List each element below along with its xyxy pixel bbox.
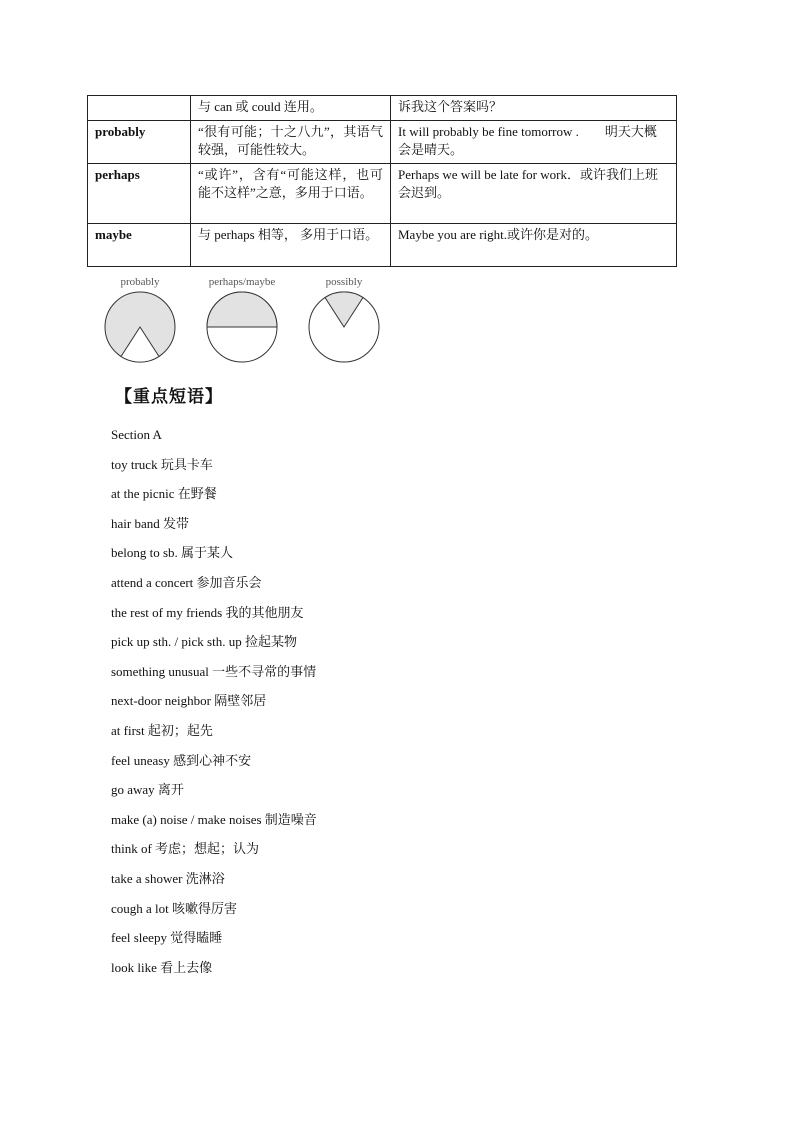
perhaps-maybe-pie-shaded-half xyxy=(207,292,277,327)
table-row xyxy=(88,224,677,267)
word-cell xyxy=(88,96,191,121)
list-item: Section A xyxy=(111,427,162,442)
list-item: pick up sth. / pick sth. up 捡起某物 xyxy=(111,634,297,650)
list-item: feel sleepy 觉得瞌睡 xyxy=(111,930,223,946)
meaning-cell: “或许”，含有“可能这样，也可能不这样”之意，多用于口语。 xyxy=(191,164,391,224)
list-item: something unusual 一些不寻常的事情 xyxy=(111,663,317,679)
list-item: at first 起初；起先 xyxy=(111,722,213,738)
word-cell: maybe xyxy=(88,224,191,267)
list-item: think of 考虑；想起；认为 xyxy=(111,841,260,857)
example-cell: It will probably be fine tomorrow . 明天大概会是晴天。 xyxy=(391,121,677,164)
list-item: the rest of my friends 我的其他朋友 xyxy=(111,604,304,620)
section-title: 【重点短语】 xyxy=(115,387,223,407)
list-item: at the picnic 在野餐 xyxy=(111,486,217,502)
phrase-list xyxy=(111,425,317,987)
pie-label-probably: probably xyxy=(120,276,160,288)
meaning-cell: 与 can 或 could 连用。 xyxy=(191,96,391,121)
pie-label-possibly: possibly xyxy=(325,276,363,288)
word-cell: probably xyxy=(88,121,191,164)
pie-label-perhaps-maybe: perhaps/maybe xyxy=(208,276,276,288)
list-item: toy truck 玩具卡车 xyxy=(111,456,213,472)
grammar-table xyxy=(87,95,677,267)
meaning-cell: “很有可能；十之八九”，其语气较强，可能性较大。 xyxy=(191,121,391,164)
example-cell: 诉我这个答案吗？ xyxy=(391,96,677,121)
list-item: look like 看上去像 xyxy=(111,959,213,975)
example-cell: Perhaps we will be late for work．或许我们上班会迟到。 xyxy=(391,164,677,224)
list-item: feel uneasy 感到心神不安 xyxy=(111,752,252,768)
list-item: next-door neighbor 隔壁邻居 xyxy=(111,693,267,709)
probability-pie-diagrams xyxy=(100,272,390,367)
list-item: make (a) noise / make noises 制造噪音 xyxy=(111,811,317,827)
list-item: belong to sb. 属于某人 xyxy=(111,545,234,561)
list-item: go away 离开 xyxy=(111,782,184,798)
table-row xyxy=(88,96,677,121)
example-cell: Maybe you are right.或许你是对的。 xyxy=(391,224,677,267)
table-row xyxy=(88,121,677,164)
list-item: attend a concert 参加音乐会 xyxy=(111,574,262,590)
list-item: take a shower 洗淋浴 xyxy=(111,870,225,886)
meaning-cell: 与 perhaps 相等， 多用于口语。 xyxy=(191,224,391,267)
list-item: cough a lot 咳嗽得厉害 xyxy=(111,900,238,916)
list-item: hair band 发带 xyxy=(111,515,189,531)
table-row xyxy=(88,164,677,224)
word-cell: perhaps xyxy=(88,164,191,224)
